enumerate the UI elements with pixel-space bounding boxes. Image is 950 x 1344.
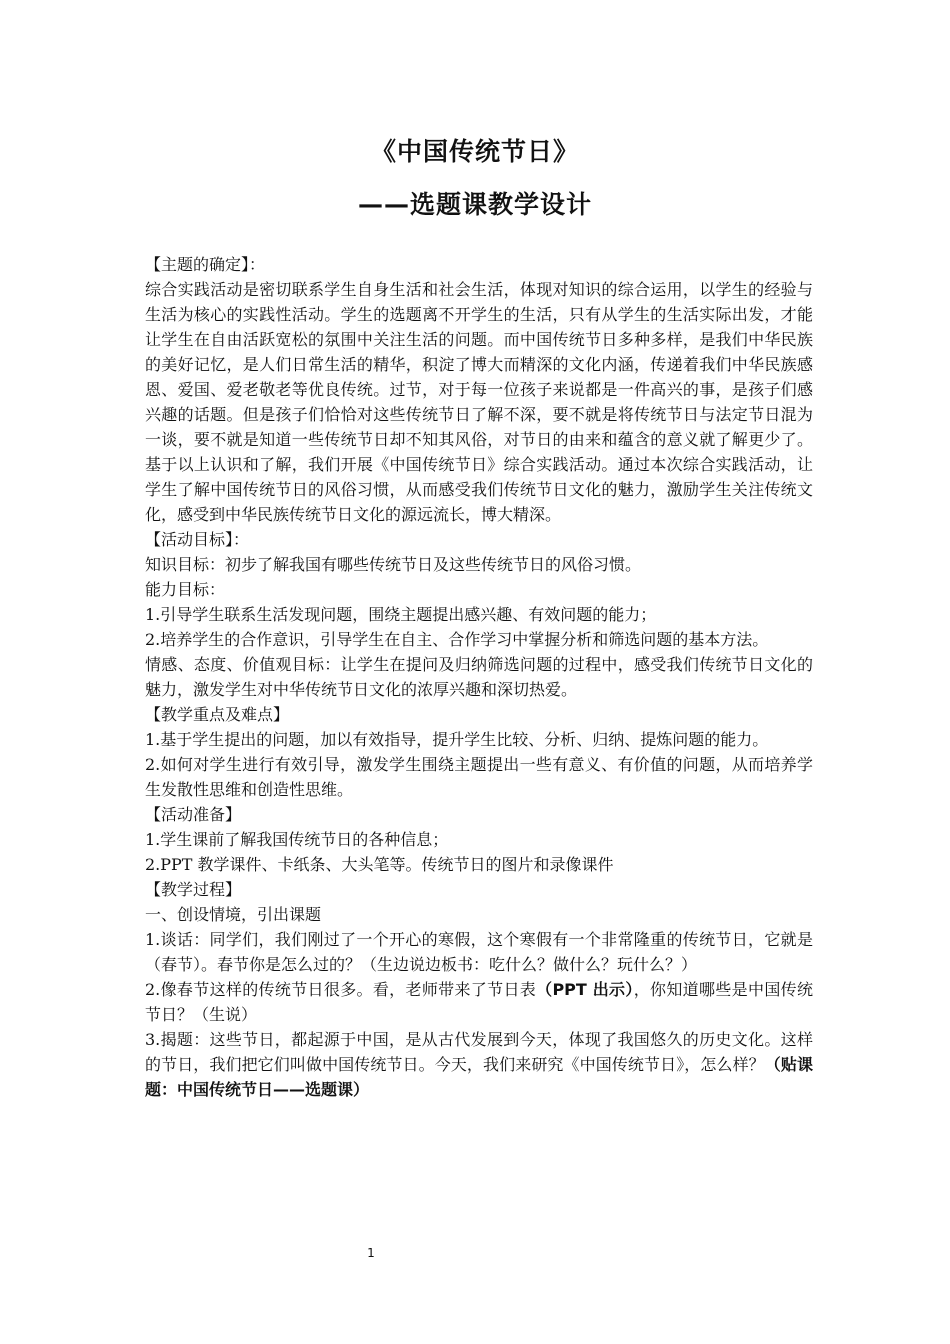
process-step-title: 一、创设情境，引出课题 [145, 905, 322, 924]
process-bold-text: （贴课题：中国传统节日——选题课） [145, 1055, 813, 1099]
process-item [145, 977, 813, 1027]
focus-item: 2.如何对学生进行有效引导，激发学生围绕主题提出一些有意义、有价值的问题，从而培养学生发散性思维和创造性思维。 [145, 755, 813, 799]
prep-item: 1.学生课前了解我国传统节日的各种信息； [145, 830, 449, 849]
goals-ability-item: 2.培养学生的合作意识，引导学生在自主、合作学习中掌握分析和筛选问题的基本方法。 [145, 630, 769, 649]
process-heading: 【教学过程】 [145, 880, 242, 899]
process-item [145, 1027, 813, 1102]
page-subtitle: ——选题课教学设计 [357, 190, 592, 219]
prep-heading: 【活动准备】 [145, 805, 242, 824]
document-body [145, 252, 813, 1102]
goals-knowledge: 知识目标：初步了解我国有哪些传统节日及这些传统节日的风俗习惯。 [145, 555, 642, 574]
process-text: 2.像春节这样的传统节日很多。看，老师带来了节日表 [145, 980, 537, 999]
goals-emotion: 情感、态度、价值观目标：让学生在提问及归纳筛选问题的过程中，感受我们传统节日文化的魅力，激发学生对中华传统节日文化的浓厚兴趣和深切热爱。 [145, 655, 813, 699]
process-text: ，你知道哪些是中国传统节日？（生说） [145, 980, 813, 1024]
goals-heading: 【活动目标】： [145, 530, 250, 549]
process-bold-text: （PPT 出示） [536, 980, 634, 999]
goals-ability-label: 能力目标： [145, 580, 226, 599]
focus-heading: 【教学重点及难点】 [145, 705, 290, 724]
focus-item: 1.基于学生提出的问题，加以有效指导，提升学生比较、分析、归纳、提炼问题的能力。 [145, 730, 769, 749]
topic-heading: 【主题的确定】： [145, 255, 266, 274]
page-number: 1 [367, 1246, 375, 1260]
topic-body: 综合实践活动是密切联系学生自身生活和社会生活，体现对知识的综合运用，以学生的经验与生活为核心的实践性活动。学生的选题离不开学生的生活，只有从学生的生活实际出发，才能让学生在自由活跃宽松的氛围中关注生活的问题。而中国传统节日多种多样，是我们中华民族的美好记忆，是人们日常生活的精华，积淀了博大而精深的文化内涵，传递着我们中华民族感恩、爱国、爱老敬老等优良传统。过节，对于每一位孩子来说都是一件高兴的事，是孩子们感兴趣的话题。但是孩子们恰恰对这些传统节日了解不深，要不就是将传统节日与法定节日混为一谈，要不就是知道一些传统节日却不知其风俗，对节日的由来和蕴含的意义就了解更少了。基于以上认识和了解，我们开展《中国传统节日》综合实践活动。通过本次综合实践活动，让学生了解中国传统节日的风俗习惯，从而感受我们传统节日文化的魅力，激励学生关注传统文化，感受到中华民族传统节日文化的源远流长，博大精深。 [145, 280, 813, 524]
page-title: 《中国传统节日》 [370, 137, 579, 166]
goals-ability-item: 1.引导学生联系生活发现问题，围绕主题提出感兴趣、有效问题的能力； [145, 605, 657, 624]
process-item: 1.谈话：同学们，我们刚过了一个开心的寒假，这个寒假有一个非常隆重的传统节日，它就是（春节）。春节你是怎么过的？（生边说边板书：吃什么？做什么？玩什么？） [145, 930, 813, 974]
process-text: 3.揭题：这些节日，都起源于中国，是从古代发展到今天，体现了我国悠久的历史文化。这样的节日，我们把它们叫做中国传统节日。今天，我们来研究《中国传统节日》，怎么样？ [145, 1030, 813, 1074]
prep-item: 2.PPT 教学课件、卡纸条、大头笔等。传统节日的图片和录像课件 [145, 855, 614, 874]
